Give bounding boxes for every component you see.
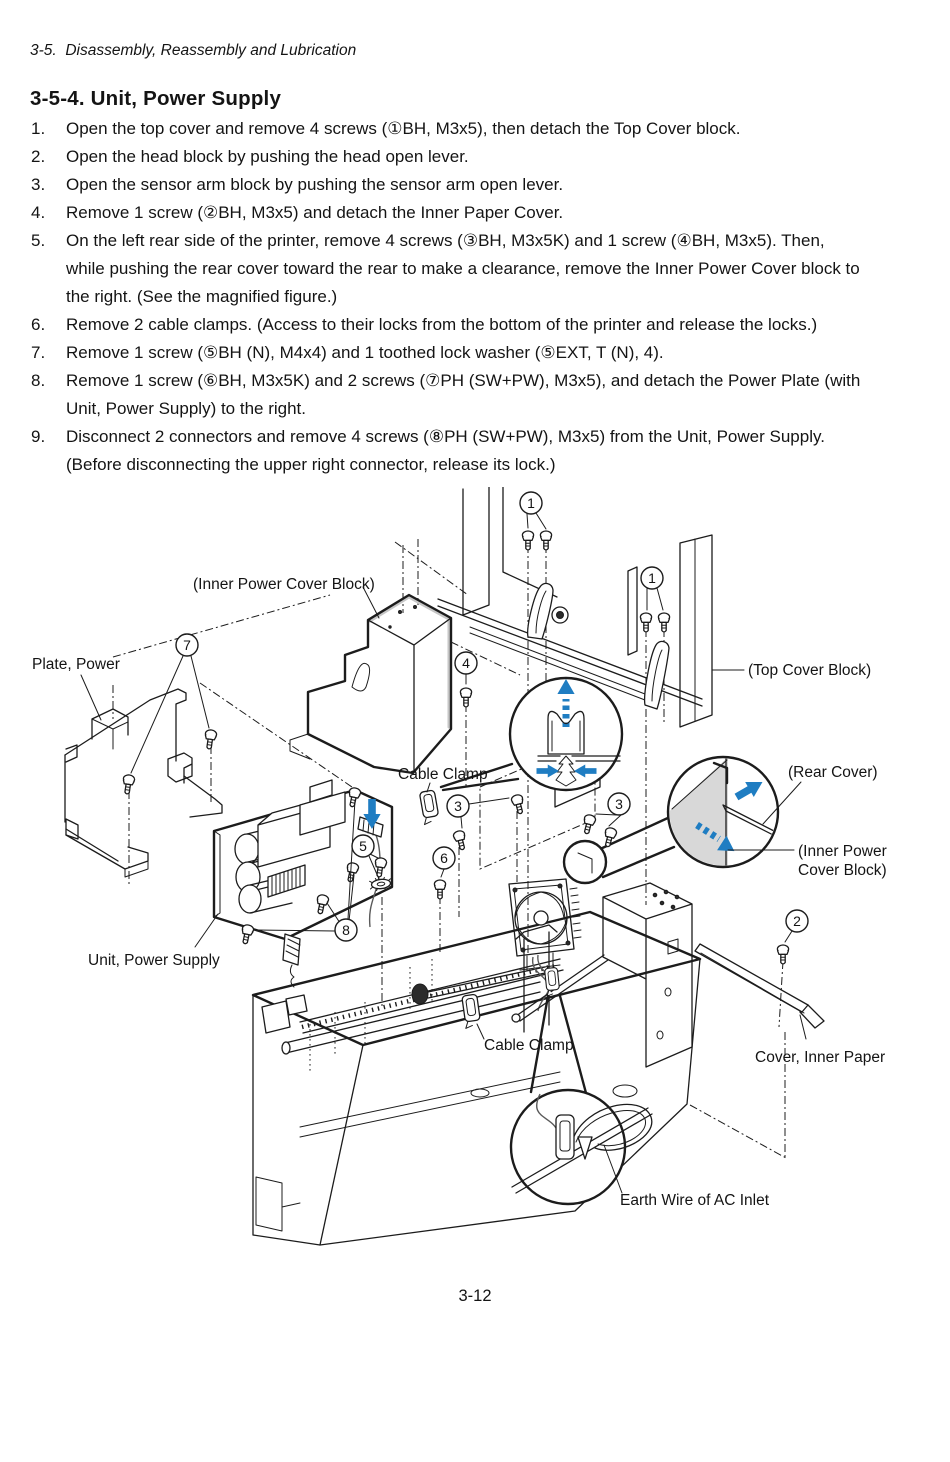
- callout-1-right: [641, 567, 663, 589]
- callout-3-left: [447, 795, 469, 817]
- step-7: 7. Remove 1 screw (⑤BH (N), M4x4) and 1 toothed lock washer (⑤EXT, T (N), 4).: [31, 343, 664, 362]
- callout-6: [433, 847, 455, 869]
- printer-chassis: [253, 879, 700, 1245]
- sensor-arm-lever: [645, 641, 669, 709]
- step-9: 9. Disconnect 2 connectors and remove 4 screws (⑧PH (SW+PW), M3x5) from the Unit, Power Supply. (Before disconnecting the upper right connector, release its lock.): [31, 427, 825, 474]
- step-2: 2. Open the head block by pushing the head open lever.: [31, 147, 469, 166]
- platen-knob: [412, 984, 428, 1004]
- label-inner-power-line1: (Inner Power: [798, 843, 887, 860]
- svg-text:7: 7: [183, 637, 191, 653]
- svg-text:1: 1: [648, 570, 656, 586]
- cover-inner-paper-strip: [695, 944, 824, 1028]
- svg-text:5: 5: [359, 838, 367, 854]
- label-plate-power: Plate, Power: [32, 656, 120, 673]
- screws: [121, 531, 788, 964]
- callout-3-right: [608, 793, 630, 815]
- cable-clamp-earth-icon: [544, 967, 560, 996]
- svg-text:4: 4: [462, 655, 470, 671]
- svg-text:3: 3: [615, 796, 623, 812]
- exploded-view-svg: [0, 487, 950, 1257]
- label-inner-power-line2: Cover Block): [798, 862, 887, 879]
- step-8: 8. Remove 1 screw (⑥BH, M3x5K) and 2 screws (⑦PH (SW+PW), M3x5), and detach the Power Plate (with Unit, Power Supply) to the right.: [31, 371, 861, 418]
- svg-text:2: 2: [793, 913, 801, 929]
- label-cover-inner-paper: Cover, Inner Paper: [755, 1049, 886, 1066]
- callout-5: [352, 835, 374, 857]
- step-5: 5. On the left rear side of the printer, remove 4 screws (③BH, M3x5K) and 1 screw (④BH, M3x5). Then, while pushing the rear cover toward the rear to make a clearance, remove the Inner Power Cover block to the right. (See the magnified figure.): [31, 231, 860, 306]
- label-cable-clamp-top: Cable Clamp: [398, 766, 488, 783]
- section-header: 3-5. Disassembly, Reassembly and Lubrication: [30, 42, 357, 59]
- page-number: 3-12: [458, 1287, 492, 1305]
- step-4: 4. Remove 1 screw (②BH, M3x5) and detach the Inner Paper Cover.: [31, 203, 564, 222]
- svg-text:6: 6: [440, 850, 448, 866]
- label-earth-wire: Earth Wire of AC Inlet: [620, 1192, 770, 1209]
- step-6: 6. Remove 2 cable clamps. (Access to their locks from the bottom of the printer and release the locks.): [31, 315, 818, 334]
- svg-text:1: 1: [527, 495, 535, 511]
- cable-clamp-lower-icon: [461, 994, 481, 1028]
- label-unit-power-supply: Unit, Power Supply: [88, 952, 220, 969]
- label-inner-power-cover-block: (Inner Power Cover Block): [193, 576, 375, 593]
- callout-1-top: [520, 492, 542, 514]
- svg-text:3: 3: [454, 798, 462, 814]
- step-1: 1. Open the top cover and remove 4 screws (①BH, M3x5), then detach the Top Cover block.: [31, 119, 741, 138]
- cooling-fan: [509, 879, 581, 970]
- callout-4: [455, 652, 477, 674]
- ac-inlet-box: [603, 883, 692, 1067]
- inset-earth-wire: [511, 996, 652, 1204]
- label-rear-cover: (Rear Cover): [788, 764, 878, 781]
- label-cable-clamp-bottom: Cable Clamp: [484, 1037, 574, 1054]
- head-open-lever: [528, 583, 553, 639]
- step-3: 3. Open the sensor arm block by pushing the sensor arm open lever.: [31, 175, 564, 194]
- page-title: 3-5-4. Unit, Power Supply: [30, 87, 282, 110]
- exploded-view-figure: [0, 487, 950, 1257]
- callout-2: [786, 910, 808, 932]
- power-supply-unit: [214, 780, 392, 987]
- power-plate: [65, 689, 222, 877]
- callout-7: [176, 634, 198, 656]
- callout-8: [335, 919, 357, 941]
- svg-text:8: 8: [342, 922, 350, 938]
- label-top-cover-block: (Top Cover Block): [748, 662, 872, 679]
- cable-clamp-upper-icon: [419, 790, 440, 825]
- procedure-list: [31, 115, 924, 479]
